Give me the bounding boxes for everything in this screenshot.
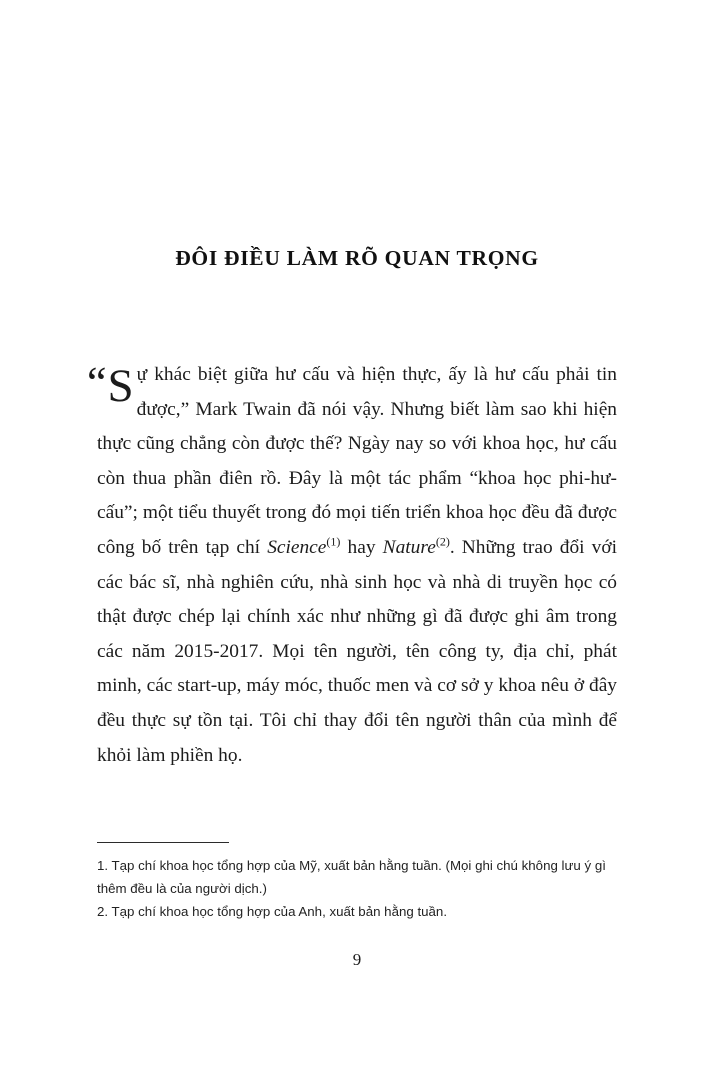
- footnote-separator: [97, 842, 229, 843]
- opening-paragraph: [87, 358, 617, 773]
- body-text-block: [87, 358, 617, 773]
- body-text-part-2: hay: [340, 536, 383, 558]
- drop-cap-letter: S: [107, 360, 134, 412]
- page-title: ĐÔI ĐIỀU LÀM RÕ QUAN TRỌNG: [175, 246, 539, 271]
- footnote-item: 2. Tạp chí khoa học tổng hợp của Anh, xuất bản hằng tuần.: [97, 904, 448, 919]
- footnote-list: [97, 855, 619, 925]
- footnote-ref-2: (2): [435, 534, 450, 549]
- footnote-item: 1. Tạp chí khoa học tổng hợp của Mỹ, xuất bản hằng tuần. (Mọi ghi chú không lưu ý gì thêm đều là của người dịch.): [97, 858, 606, 896]
- journal-name-science: Science: [267, 536, 327, 558]
- journal-name-nature: Nature: [382, 536, 436, 558]
- page-number: 9: [352, 950, 362, 969]
- footnote-ref-1: (1): [326, 534, 341, 549]
- body-text-part-3: . Những trao đổi với các bác sĩ, nhà nghiên cứu, nhà sinh học và nhà di truyền học có thật được chép lại chính xác như những gì đã được ghi âm trong các năm 2015-2017. Mọi tên người, tên công ty, địa chỉ, phát minh, các start-up, máy móc, thuốc men và cơ sở y khoa nêu ở đây đều thực sự tồn tại. Tôi chỉ thay đổi tên người thân của mình để khỏi làm phiền họ.: [97, 536, 617, 766]
- page-content: [87, 0, 617, 1066]
- drop-quote-mark: “: [87, 358, 107, 407]
- body-text-part-1: ự khác biệt giữa hư cấu và hiện thực, ấy là hư cấu phải tin được,” Mark Twain đã nói vậy. Nhưng biết làm sao khi hiện thực cũng chẳng còn được thế? Ngày nay so với khoa học, hư cấu còn thua phần điên rồ. Đây là một tác phẩm “khoa học phi-hư-cấu”; một tiểu thuyết trong đó mọi tiến triển khoa học đều đã được công bố trên tạp chí: [97, 364, 617, 558]
